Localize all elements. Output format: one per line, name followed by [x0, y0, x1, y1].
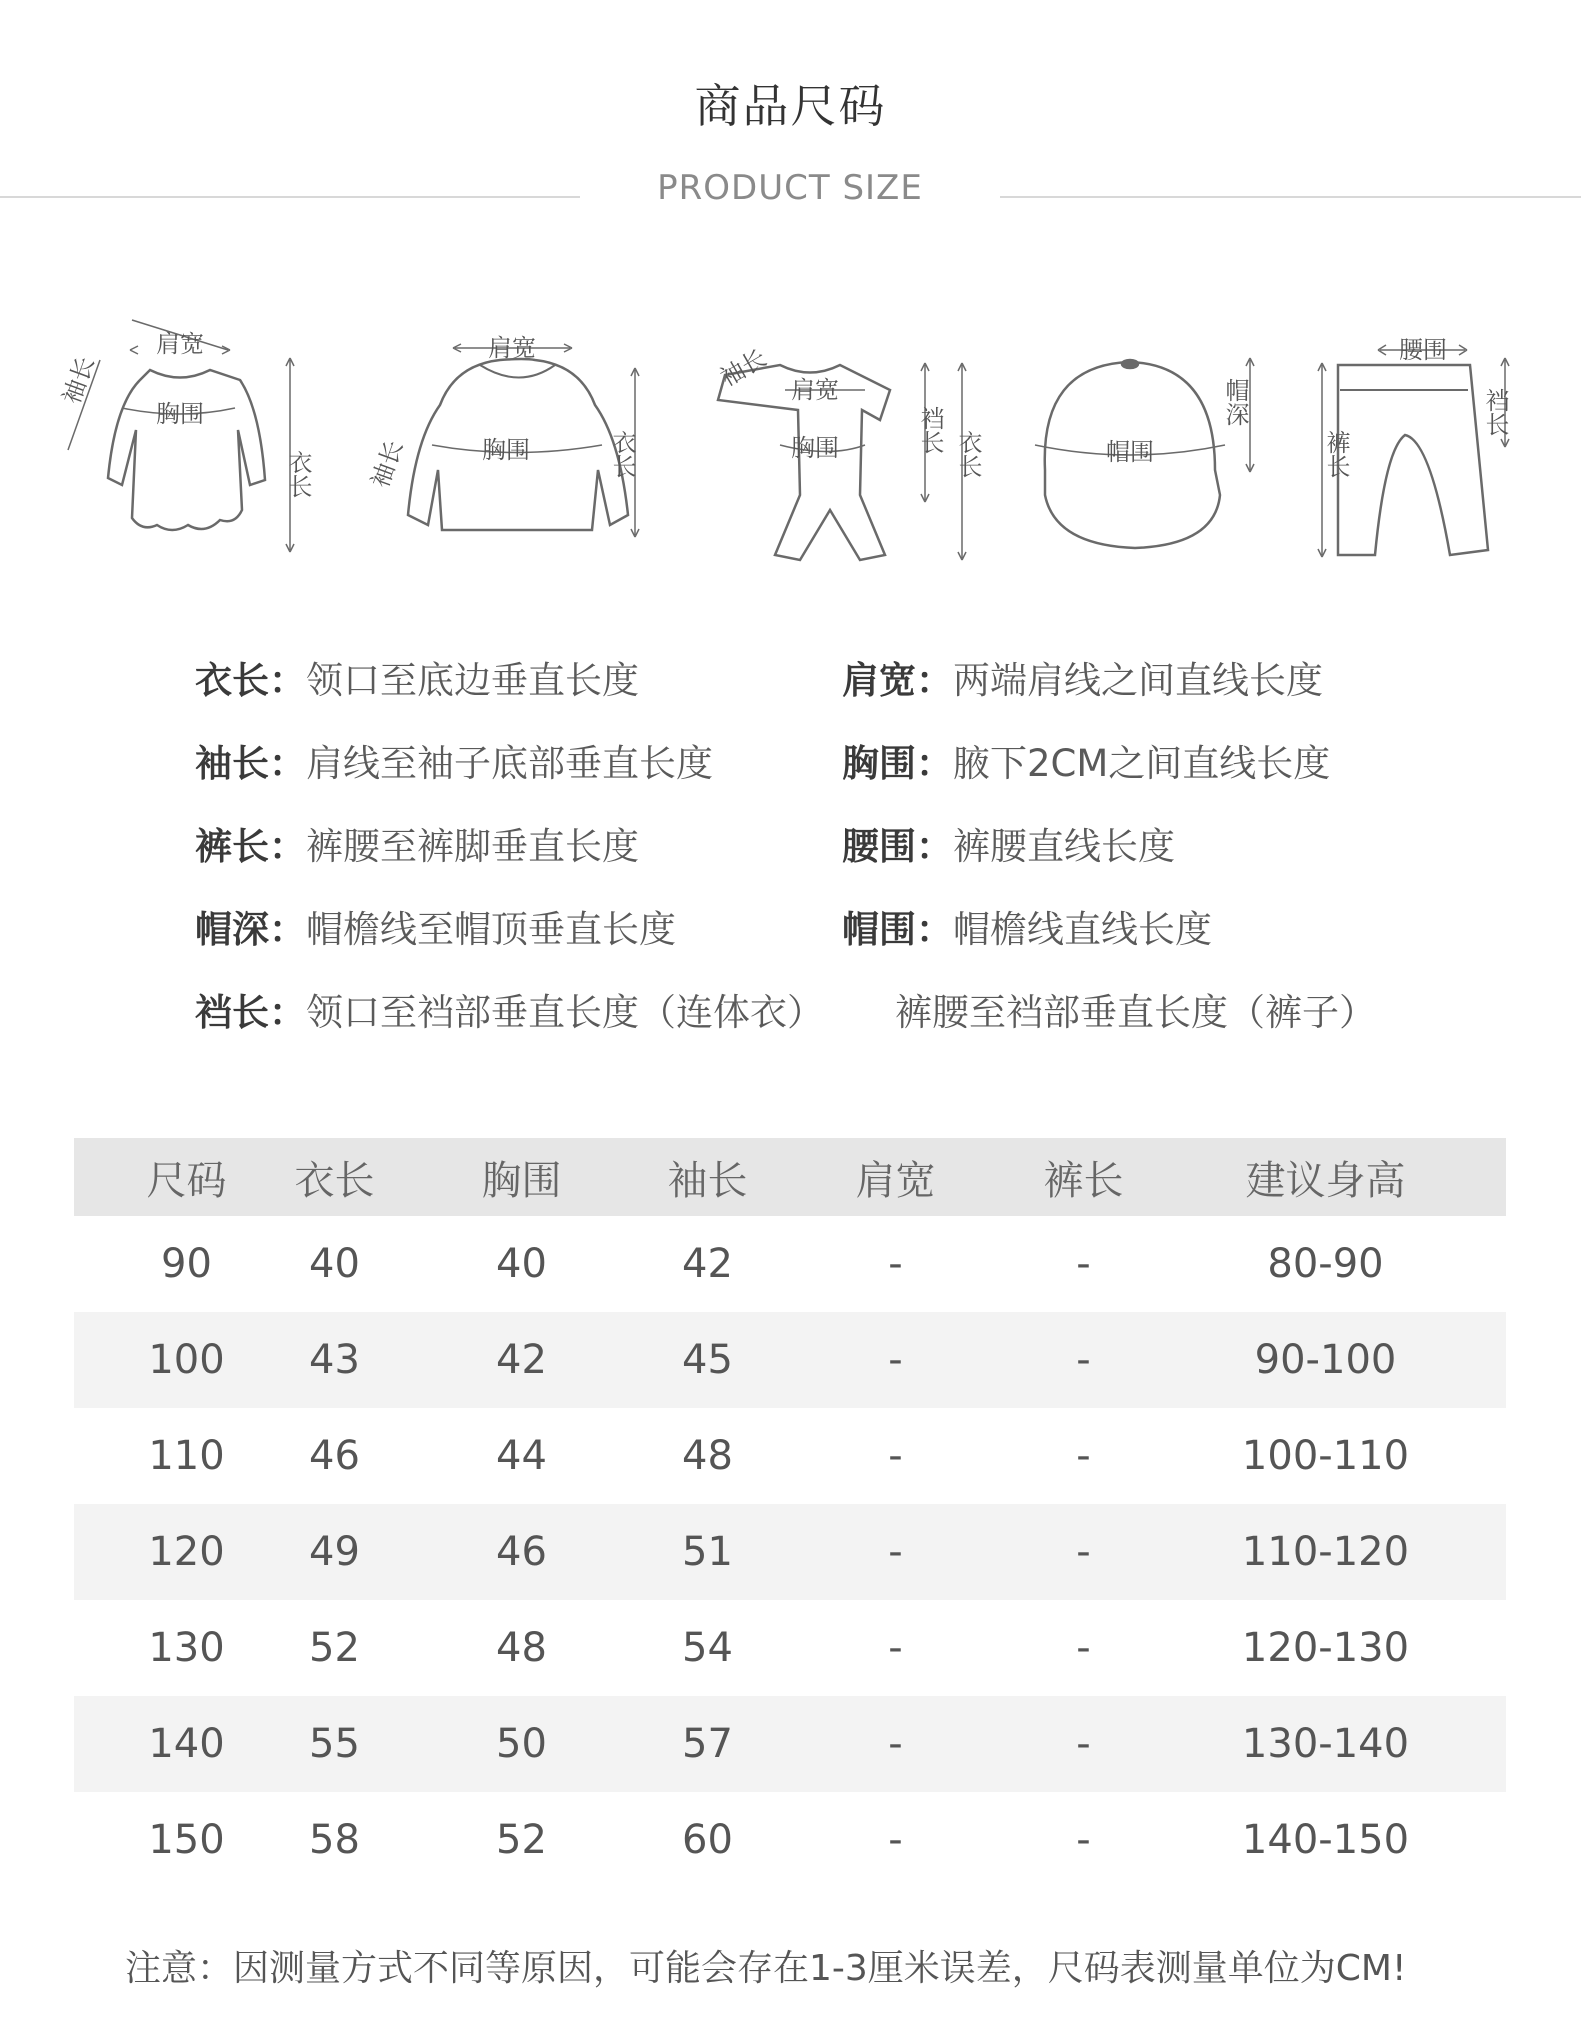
table-cell: 110 — [148, 1433, 225, 1479]
dress-outline-icon — [108, 370, 265, 530]
definition-text: 两端肩线之间直线长度 — [953, 659, 1323, 702]
page-title: 商品尺码 — [694, 79, 887, 133]
table-cell: 48 — [496, 1625, 547, 1671]
definition-item — [195, 733, 713, 787]
pants-length-label: 裤长 — [1322, 430, 1350, 478]
definition-term: 帽围： — [842, 908, 953, 951]
definition-item — [842, 899, 1212, 953]
table-cell: 130-140 — [1241, 1721, 1410, 1767]
definition-item — [195, 816, 639, 870]
table-header-row — [74, 1138, 1506, 1216]
table-header-cell: 袖长 — [667, 1157, 748, 1204]
dress-length-label: 衣长 — [284, 450, 312, 498]
table-header-cell: 肩宽 — [855, 1157, 936, 1204]
definition-item — [195, 650, 639, 704]
table-cell: 51 — [682, 1529, 733, 1575]
hat-depth-label: 帽深 — [1221, 378, 1249, 426]
romper-crotch-label: 裆长 — [916, 406, 944, 454]
table-row — [74, 1216, 1506, 1312]
table-cell: - — [888, 1625, 903, 1671]
romper-diagram — [700, 320, 990, 580]
jacket-diagram — [365, 320, 660, 580]
table-cell: - — [888, 1241, 903, 1287]
table-cell: - — [888, 1817, 903, 1863]
hat-circumference-label: 帽围 — [1106, 438, 1154, 466]
definition-item — [195, 982, 824, 1036]
definition-text: 腋下2CM之间直线长度 — [953, 742, 1331, 785]
divider-right — [1000, 196, 1581, 198]
pants-crotch-label: 裆长 — [1481, 388, 1509, 436]
table-cell: - — [1076, 1241, 1091, 1287]
table-cell: 55 — [309, 1721, 360, 1767]
table-cell: 48 — [682, 1433, 733, 1479]
table-row — [74, 1312, 1506, 1408]
definition-term: 衣长： — [195, 659, 306, 702]
definition-term: 袖长： — [195, 742, 306, 785]
hat-diagram — [1025, 320, 1255, 580]
size-table — [74, 1138, 1506, 1888]
table-header-cell: 胸围 — [481, 1157, 562, 1204]
table-cell: 42 — [496, 1337, 547, 1383]
table-cell: - — [888, 1721, 903, 1767]
table-cell: 140-150 — [1241, 1817, 1410, 1863]
table-cell: 44 — [496, 1433, 547, 1479]
definition-term: 裆长： — [195, 991, 306, 1034]
table-header-cell: 建议身高 — [1245, 1157, 1406, 1204]
table-header-cell: 衣长 — [294, 1157, 375, 1204]
table-cell: 52 — [496, 1817, 547, 1863]
definition-term: 帽深： — [195, 908, 306, 951]
definition-text: 肩线至袖子底部垂直长度 — [306, 742, 713, 785]
table-cell: 46 — [496, 1529, 547, 1575]
table-cell: 130 — [148, 1625, 225, 1671]
table-cell: 54 — [682, 1625, 733, 1671]
romper-sleeve-label: 袖长 — [715, 343, 772, 393]
table-cell: 52 — [309, 1625, 360, 1671]
table-row — [74, 1504, 1506, 1600]
definition-item — [842, 816, 1175, 870]
jacket-chest-label: 胸围 — [482, 436, 530, 464]
table-cell: - — [1076, 1817, 1091, 1863]
table-header-cell: 裤长 — [1043, 1157, 1124, 1204]
table-cell: - — [1076, 1529, 1091, 1575]
table-cell: - — [1076, 1337, 1091, 1383]
table-cell: 90-100 — [1254, 1337, 1397, 1383]
table-cell: 140 — [148, 1721, 225, 1767]
table-row — [74, 1792, 1506, 1888]
table-cell: 100-110 — [1241, 1433, 1410, 1479]
table-header-cell: 尺码 — [146, 1157, 227, 1204]
table-cell: - — [1076, 1625, 1091, 1671]
subtitle-row — [0, 168, 1581, 214]
pants-waist-label: 腰围 — [1399, 336, 1447, 364]
table-cell: 150 — [148, 1817, 225, 1863]
table-cell: 80-90 — [1267, 1241, 1384, 1287]
table-row — [74, 1696, 1506, 1792]
table-cell: 46 — [309, 1433, 360, 1479]
dress-diagram — [57, 320, 320, 580]
definition-item — [895, 982, 1376, 1036]
definition-text: 裤腰直线长度 — [953, 825, 1175, 868]
definition-text: 帽檐线至帽顶垂直长度 — [306, 908, 676, 951]
measurement-note: 注意：因测量方式不同等原因，可能会存在1-3厘米误差，尺码表测量单位为CM! — [125, 1948, 1407, 1989]
dress-sleeve-label: 袖长 — [57, 353, 101, 408]
table-cell: 58 — [309, 1817, 360, 1863]
table-cell: 40 — [309, 1241, 360, 1287]
definition-text: 领口至裆部垂直长度（连体衣） — [306, 991, 824, 1034]
table-cell: 120-130 — [1241, 1625, 1410, 1671]
jacket-length-label: 衣长 — [608, 430, 636, 478]
table-cell: - — [888, 1529, 903, 1575]
definition-item — [195, 899, 676, 953]
dress-shoulder-label: 肩宽 — [156, 330, 204, 358]
table-cell: 90 — [161, 1241, 212, 1287]
table-cell: 100 — [148, 1337, 225, 1383]
definition-term: 裤长： — [195, 825, 306, 868]
definition-text: 裤腰至裆部垂直长度（裤子） — [895, 991, 1376, 1034]
romper-shoulder-label: 肩宽 — [791, 376, 839, 404]
table-cell: 110-120 — [1241, 1529, 1410, 1575]
table-cell: - — [888, 1337, 903, 1383]
definition-term: 胸围： — [842, 742, 953, 785]
romper-chest-label: 胸围 — [791, 434, 839, 462]
definition-item — [842, 733, 1330, 787]
table-cell: 40 — [496, 1241, 547, 1287]
romper-length-label: 衣长 — [954, 430, 982, 478]
definition-text: 领口至底边垂直长度 — [306, 659, 639, 702]
table-body — [74, 1216, 1506, 1888]
definition-text: 帽檐线直线长度 — [953, 908, 1212, 951]
divider-left — [0, 196, 580, 198]
table-cell: 49 — [309, 1529, 360, 1575]
table-cell: - — [1076, 1433, 1091, 1479]
jacket-shoulder-label: 肩宽 — [488, 334, 536, 362]
table-cell: 57 — [682, 1721, 733, 1767]
definition-term: 肩宽： — [842, 659, 953, 702]
measurement-diagrams — [0, 320, 1581, 580]
table-row — [74, 1600, 1506, 1696]
table-cell: 42 — [682, 1241, 733, 1287]
pants-diagram — [1300, 320, 1530, 580]
table-cell: 43 — [309, 1337, 360, 1383]
definition-item — [842, 650, 1323, 704]
table-cell: 45 — [682, 1337, 733, 1383]
definition-term: 腰围： — [842, 825, 953, 868]
definition-text: 裤腰至裤脚垂直长度 — [306, 825, 639, 868]
jacket-sleeve-label: 袖长 — [365, 436, 409, 492]
dress-chest-label: 胸围 — [156, 400, 204, 428]
page-subtitle: PRODUCT SIZE — [657, 168, 923, 208]
table-cell: 50 — [496, 1721, 547, 1767]
table-row — [74, 1408, 1506, 1504]
table-cell: 60 — [682, 1817, 733, 1863]
table-cell: - — [888, 1433, 903, 1479]
table-cell: - — [1076, 1721, 1091, 1767]
table-cell: 120 — [148, 1529, 225, 1575]
pants-outline-icon — [1338, 365, 1488, 555]
